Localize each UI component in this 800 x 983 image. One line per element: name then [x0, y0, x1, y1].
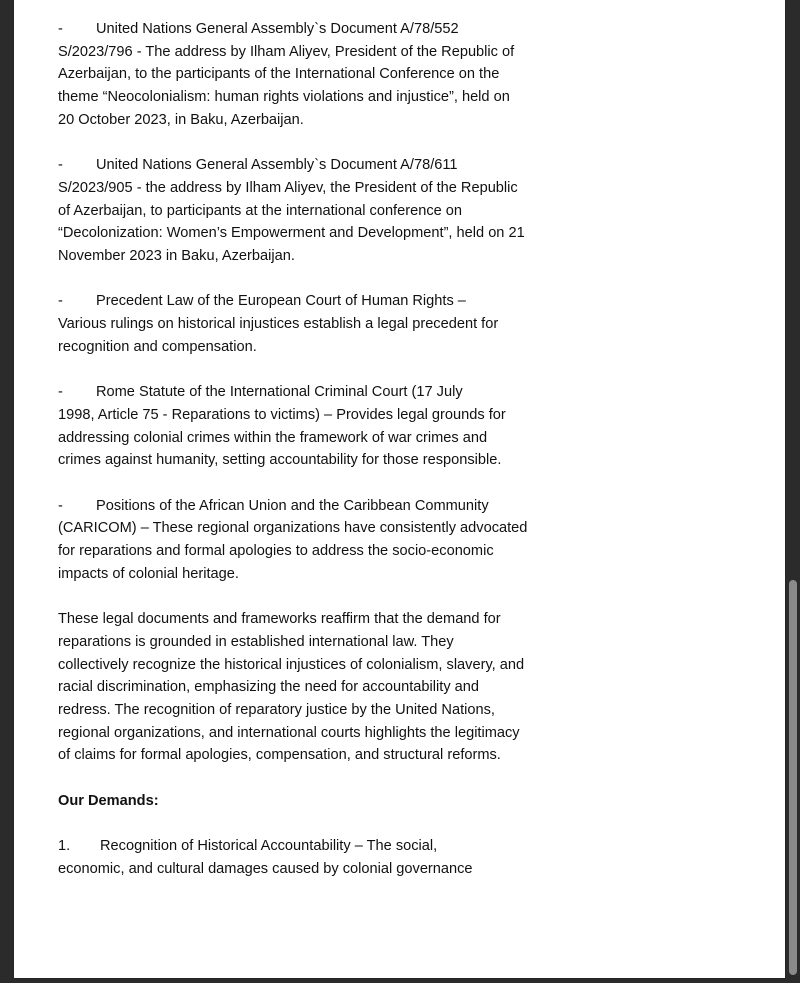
demands-heading: Our Demands:	[58, 792, 159, 809]
summary-paragraph: These legal documents and frameworks reaffirm that the demand for reparations is grounded in established international law. They collectively recognize the historical injustices of colonialism, slavery, and racial discrimination, emphasizing the need for accountability and redress. The recognition of reparatory justice by the United Nations, regional organizations, and international courts highlights the legitimacy of claims for formal apologies, compensation, and structural reforms.	[58, 611, 525, 764]
list-item-lead: United Nations General Assembly`s Document A/78/552	[96, 21, 459, 37]
list-dash: -	[58, 21, 63, 37]
list-item-text: (CARICOM) – These regional organizations have consistently advocated for reparations and formal apologies to address the socio-economic impacts of colonial heritage.	[58, 520, 528, 582]
list-dash: -	[58, 293, 63, 310]
list-dash: -	[58, 157, 63, 174]
list-item-text: Various rulings on historical injustices establish a legal precedent for recognition and compensation.	[58, 316, 499, 355]
list-item	[58, 154, 528, 268]
page-content	[58, 18, 528, 903]
demand-number: 1.	[58, 838, 71, 855]
list-item	[58, 290, 528, 358]
list-item	[58, 381, 528, 472]
list-item-lead: Rome Statute of the International Criminal Court (17 July	[96, 384, 463, 401]
list-item-text: S/2023/796 - The address by Ilham Aliyev, President of the Republic of Azerbaijan, to the participants of the International Conference on the theme “Neocolonialism: human rights violations and injustice”, held on 20 October 2023, in Baku, Azerbaijan.	[58, 43, 515, 128]
list-item	[58, 495, 528, 586]
list-dash: -	[58, 497, 63, 514]
demand-lead: Recognition of Historical Accountability – The social,	[100, 838, 438, 855]
list-item-text: S/2023/905 - the address by Ilham Aliyev, the President of the Republic of Azerbaijan, to participants at the international conference on “Decolonization: Women’s Empowerment and Development”, held on 21 November 2023 in Baku, Azerbaijan.	[58, 179, 525, 265]
list-item	[58, 18, 528, 132]
demand-item	[58, 835, 528, 880]
list-item-lead: Precedent Law of the European Court of Human Rights –	[96, 293, 466, 310]
vertical-scrollbar[interactable]	[786, 0, 800, 983]
list-item-lead: Positions of the African Union and the Caribbean Community	[96, 497, 489, 514]
document-page	[14, 0, 785, 978]
list-dash: -	[58, 384, 63, 401]
demand-text: economic, and cultural damages caused by colonial governance	[58, 860, 473, 877]
list-item-lead: United Nations General Assembly`s Document A/78/611	[96, 157, 458, 174]
list-item-text: 1998, Article 75 - Reparations to victims) – Provides legal grounds for addressing colonial crimes within the framework of war crimes and crimes against humanity, setting accountability for those responsible.	[58, 406, 506, 469]
scrollbar-thumb[interactable]	[789, 580, 797, 975]
